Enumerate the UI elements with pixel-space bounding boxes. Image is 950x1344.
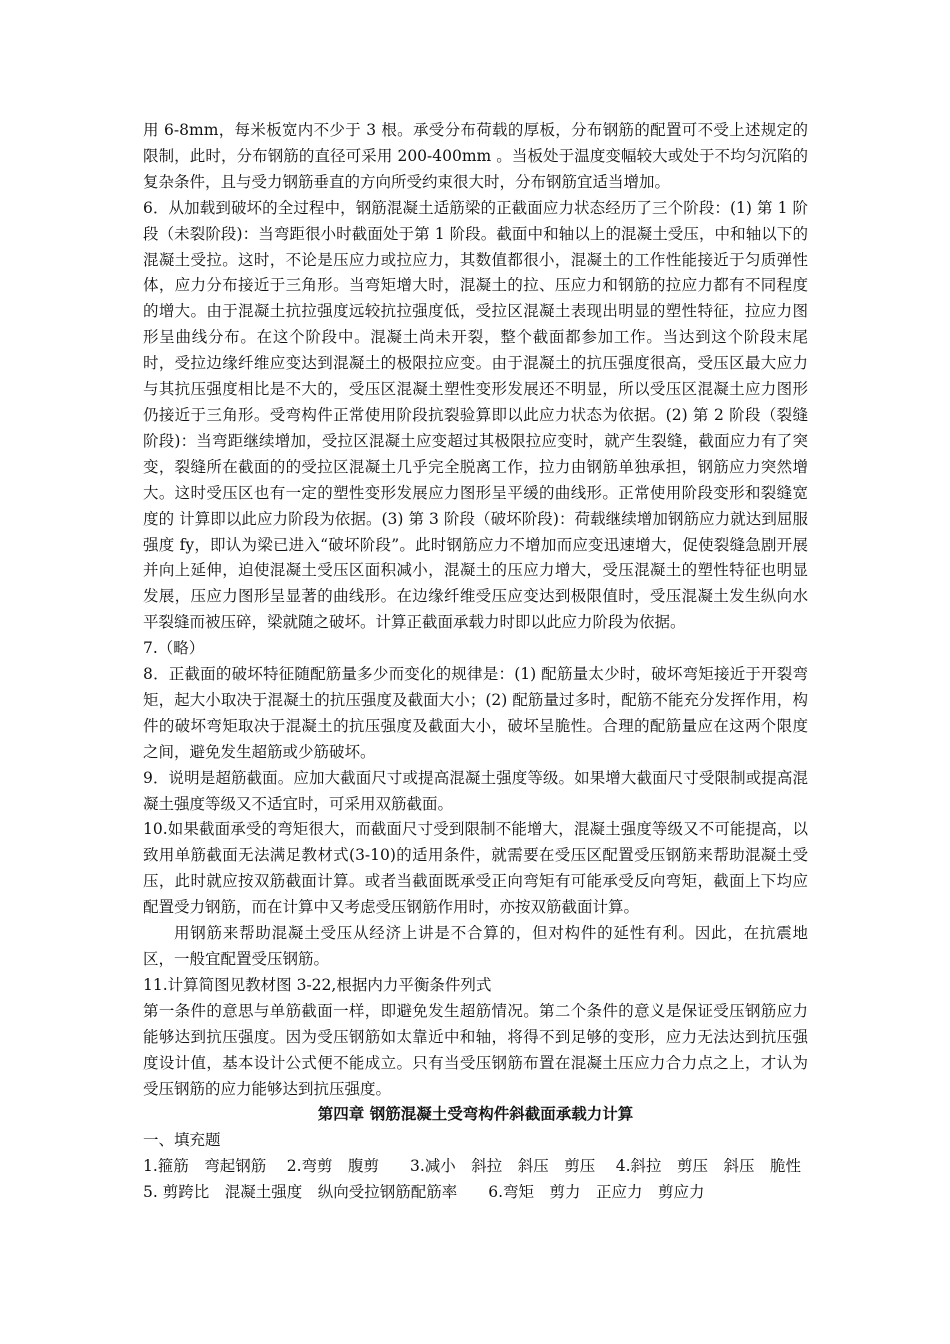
answer-line-2: 5. 剪跨比 混凝土强度 纵向受拉钢筋配筋率 6.弯矩 剪力 正应力 剪应力 <box>143 1183 705 1202</box>
section-title: 一、填充题 <box>143 1131 221 1150</box>
paragraph-answer-9: 9．说明是超筋截面。应加大截面尺寸或提高混凝土强度等级。如果增大截面尺寸受限制或提高混凝土强度等级又不适宜时，可采用双筋截面。 <box>143 768 808 813</box>
paragraph-answer-8: 8．正截面的破坏特征随配筋量多少而变化的规律是：(1) 配筋量太少时，破坏弯矩接近于开裂弯矩，起大小取决于混凝土的抗压强度及截面大小；(2) 配筋量过多时，配筋不能充分发挥作用，构件的破坏弯矩取决于混凝土的抗压强度及截面大小，破坏呈脆性。合理的配筋量应在这两个限度之间，避免发生超筋或少筋破坏。 <box>143 665 808 761</box>
paragraph-answer-11: 11.计算简图见教材图 3-22,根据内力平衡条件列式 <box>143 975 492 994</box>
paragraph-distribution-rebar: 用 6-8mm，每米板宽内不少于 3 根。承受分布荷载的厚板，分布钢筋的配置可不受上述规定的限制，此时，分布钢筋的直径可采用 200-400mm 。当板处于温度变幅较大或处于不均匀沉陷的复杂条件，且与受力钢筋垂直的方向所受约束很大时，分布钢筋宜适当增加。 <box>143 121 808 191</box>
paragraph-answer-10-note: 用钢筋来帮助混凝土受压从经济上讲是不合算的，但对构件的延性有利。因此，在抗震地区，一般宜配置受压钢筋。 <box>143 924 808 968</box>
paragraph-answer-10: 10.如果截面承受的弯矩很大，而截面尺寸受到限制不能增大，混凝土强度等级又不可能提高，以致用单筋截面无法满足教材式(3-10)的适用条件，就需要在受压区配置受压钢筋来帮助混凝土受压，此时就应按双筋截面计算。或者当截面既承受正向弯矩有可能承受反向弯矩，截面上下均应配置受力钢筋，而在计算中又考虑受压钢筋作用时，亦按双筋截面计算。 <box>143 820 808 917</box>
document-body <box>143 118 808 1206</box>
chapter-heading: 第四章 钢筋混凝土受弯构件斜截面承载力计算 <box>317 1105 634 1124</box>
paragraph-answer-6: 6．从加载到破坏的全过程中，钢筋混凝土适筋梁的正截面应力状态经历了三个阶段：(1) 第 1 阶段（未裂阶段)：当弯距很小时截面处于第 1 阶段。截面中和轴以上的混凝土受压，中和轴以下的混凝土受拉。这时，不论是压应力或拉应力，其数值都很小，混凝土的工作性能接近于匀质弹性体，应力分布接近于三角形。当弯矩增大时，混凝土的拉、压应力和钢筋的拉应力都有不同程度的增大。由于混凝土抗拉强度远较抗拉强度低，受拉区混凝土表现出明显的塑性特征，拉应力图形呈曲线分布。在这个阶段中。混凝土尚未开裂，整个截面都参加工作。当达到这个阶段末尾时，受拉边缘纤维应变达到混凝土的极限拉应变。由于混凝土的抗压强度很高，受压区最大应力与其抗压强度相比是不大的，受压区混凝土塑性变形发展还不明显，所以受压区混凝土应力图形仍接近于三角形。受弯构件正常使用阶段抗裂验算即以此应力状态为依据。(2) 第 2 阶段（裂缝阶段)：当弯距继续增加，受拉区混凝土应变超过其极限拉应变时，就产生裂缝，截面应力有了突变，裂缝所在截面的的受拉区混凝土几乎完全脱离工作，拉力由钢筋单独承担，钢筋应力突然增大。这时受压区也有一定的塑性变形发展应力图形呈平缓的曲线形。正常使用阶段变形和裂缝宽度的 计算即以此应力阶段为依据。(3) 第 3 阶段（破坏阶段)：荷载继续增加钢筋应力就达到屈服强度 fy，即认为梁已进入“破坏阶段”。此时钢筋应力不增加而应变迅速增大，促使裂缝急剧开展并向上延伸，迫使混凝土受压区面积减小，混凝土的压应力增大，受压混凝土的塑性特征也明显发展，压应力图形呈显著的曲线形。在边缘纤维受压应变达到极限值时，受压混凝土发生纵向水平裂缝而被压碎，梁就随之破坏。计算正截面承载力时即以此应力阶段为依据。 <box>143 198 808 632</box>
paragraph-answer-7: 7.（略） <box>143 639 205 658</box>
paragraph-answer-11-explanation: 第一条件的意思与单筋截面一样，即避免发生超筋情况。第二个条件的意义是保证受压钢筋应力能够达到抗压强度。因为受压钢筋如太靠近中和轴，将得不到足够的变形，应力无法达到抗压强度设计值，基本设计公式便不能成立。只有当受压钢筋布置在混凝土压应力合力点之上，才认为受压钢筋的应力能够达到抗压强度。 <box>143 1001 808 1098</box>
answer-line-1: 1.箍筋 弯起钢筋 2.弯剪 腹剪 3.减小 斜拉 斜压 剪压 4.斜拉 剪压 斜压 脆性 <box>143 1157 802 1176</box>
